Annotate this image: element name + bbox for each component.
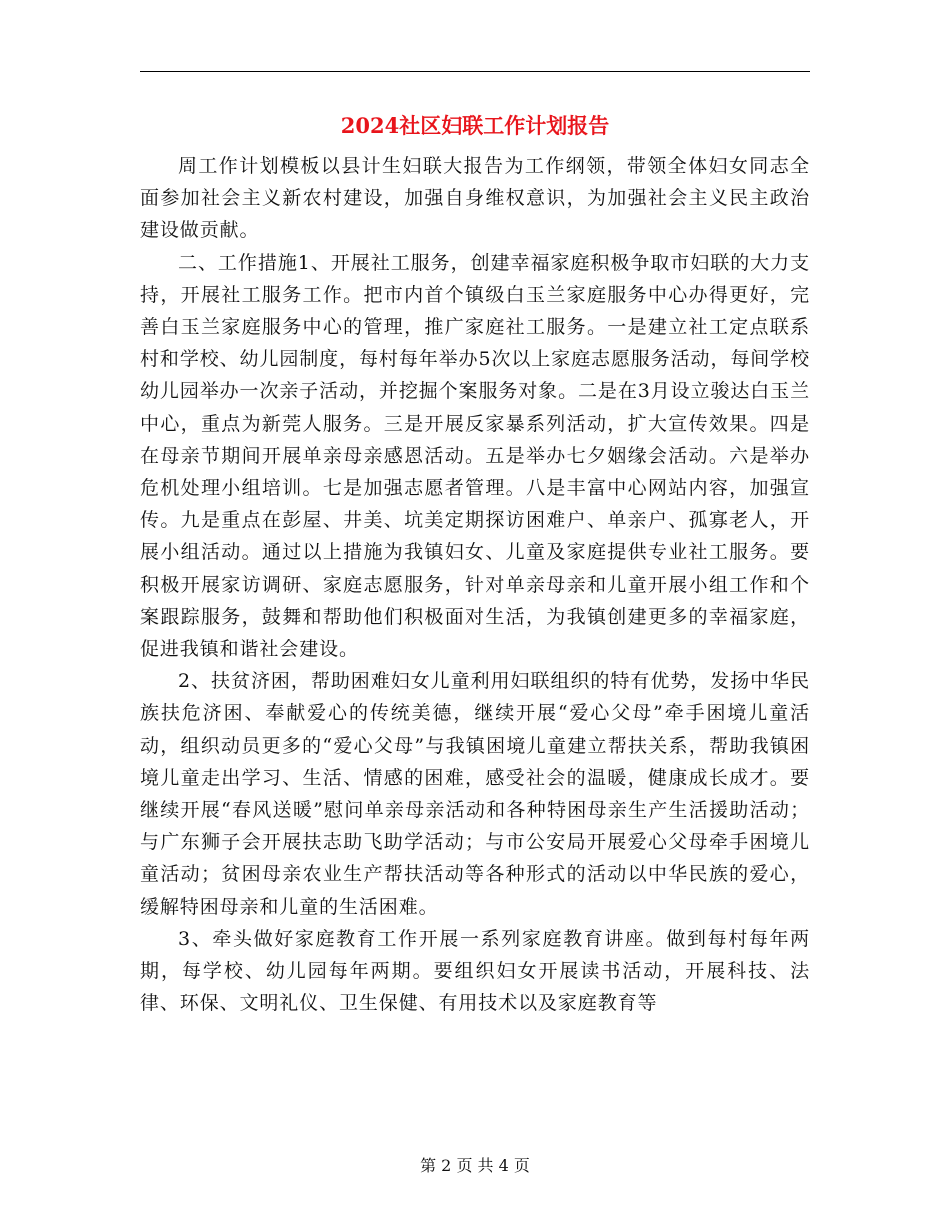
header-rule xyxy=(140,71,810,72)
document-title: 2024社区妇联工作计划报告 xyxy=(340,113,610,138)
paragraph: 3、牵头做好家庭教育工作开展一系列家庭教育讲座。做到每村每年两期，每学校、幼儿园每年两期。要组织妇女开展读书活动，开展科技、法律、环保、文明礼仪、卫生保健、有用技术以及家庭教育等 xyxy=(140,927,810,1015)
page-number-footer: 第 2 页 共 4 页 xyxy=(420,1156,530,1175)
document-body xyxy=(140,150,810,1019)
paragraph: 2、扶贫济困，帮助困难妇女儿童利用妇联组织的特有优势，发扬中华民族扶危济困、奉献爱心的传统美德，继续开展“爱心父母”牵手困境儿童活动，组织动员更多的“爱心父母”与我镇困境儿童建立帮扶关系，帮助我镇困境儿童走出学习、生活、情感的困难，感受社会的温暖，健康成长成才。要继续开展“春风送暖”慰问单亲母亲活动和各种特困母亲生产生活援助活动；与广东狮子会开展扶志助飞助学活动；与市公安局开展爱心父母牵手困境儿童活动；贫困母亲农业生产帮扶活动等各种形式的活动以中华民族的爱心，缓解特困母亲和儿童的生活困难。 xyxy=(140,670,810,918)
paragraph: 周工作计划模板以县计生妇联大报告为工作纲领，带领全体妇女同志全面参加社会主义新农村建设，加强自身维权意识，为加强社会主义民主政治建设做贡献。 xyxy=(140,155,810,242)
paragraph: 二、工作措施1、开展社工服务，创建幸福家庭积极争取市妇联的大力支持，开展社工服务工作。把市内首个镇级白玉兰家庭服务中心办得更好，完善白玉兰家庭服务中心的管理，推广家庭社工服务。一是建立社工定点联系村和学校、幼儿园制度，每村每年举办5次以上家庭志愿服务活动，每间学校幼儿园举办一次亲子活动，并挖掘个案服务对象。二是在3月设立骏达白玉兰中心，重点为新莞人服务。三是开展反家暴系列活动，扩大宣传效果。四是在母亲节期间开展单亲母亲感恩活动。五是举办七夕姻缘会活动。六是举办危机处理小组培训。七是加强志愿者管理。八是丰富中心网站内容，加强宣传。九是重点在彭屋、井美、坑美定期探访困难户、单亲户、孤寡老人，开展小组活动。通过以上措施为我镇妇女、儿童及家庭提供专业社工服务。要积极开展家访调研、家庭志愿服务，针对单亲母亲和儿童开展小组工作和个案跟踪服务，鼓舞和帮助他们积极面对生活，为我镇创建更多的幸福家庭，促进我镇和谐社会建设。 xyxy=(140,251,810,661)
